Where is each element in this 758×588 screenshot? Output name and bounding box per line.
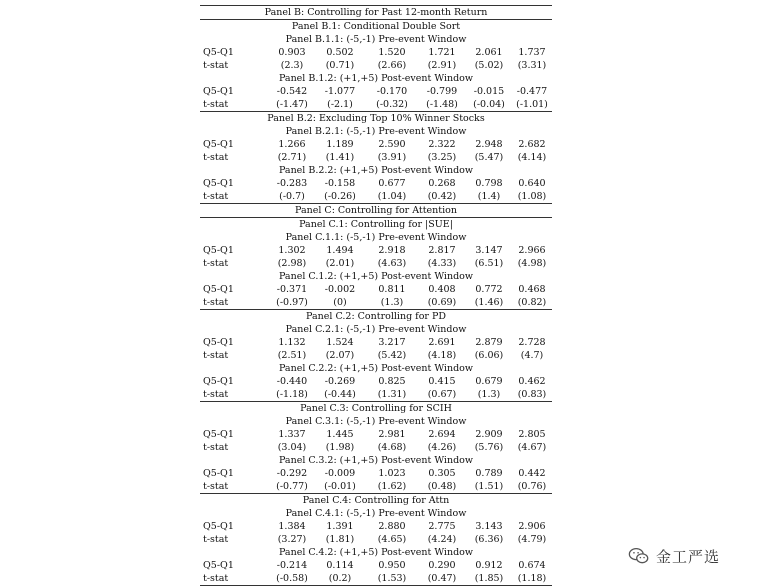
table-cell: 0.640 <box>518 178 546 189</box>
table-cell: (1.85) <box>474 573 504 584</box>
table-cell: 1.384 <box>278 521 306 532</box>
panel-title: Panel C.2.1: (-5,-1) Pre-event Window <box>285 324 467 335</box>
table-cell: 0.114 <box>326 560 354 571</box>
table-cell: -0.542 <box>276 86 308 97</box>
table-cell: (4.26) <box>427 442 457 453</box>
table-cell: 1.494 <box>326 245 354 256</box>
panel-title: Panel C.4.1: (-5,-1) Pre-event Window <box>285 508 467 519</box>
table-cell: (1.81) <box>325 534 355 545</box>
table-cell: 0.789 <box>475 468 503 479</box>
table-cell: (5.47) <box>474 152 504 163</box>
table-cell: 2.966 <box>518 245 546 256</box>
table-cell: (0.83) <box>517 389 547 400</box>
table-cell: 2.879 <box>475 337 503 348</box>
panel-title: Panel B.2.1: (-5,-1) Pre-event Window <box>285 126 467 137</box>
row-label: Q5-Q1 <box>203 429 234 440</box>
table-cell: (-0.32) <box>376 99 408 110</box>
row-label: t-stat <box>203 350 229 361</box>
table-cell: (3.25) <box>427 152 457 163</box>
panel-title: Panel B: Controlling for Past 12-month Return <box>264 7 488 18</box>
table-cell: (4.68) <box>377 442 407 453</box>
table-cell: 3.217 <box>378 337 406 348</box>
panel-title: Panel C.3: Controlling for SCIH <box>300 403 452 414</box>
panel-title: Panel C.2.2: (+1,+5) Post-event Window <box>278 363 474 374</box>
table-row <box>200 138 552 151</box>
table-cell: (0.71) <box>325 60 355 71</box>
table-cell: 0.415 <box>428 376 456 387</box>
table-cell: 2.682 <box>518 139 546 150</box>
row-label: t-stat <box>203 573 229 584</box>
row-label: t-stat <box>203 389 229 400</box>
table-cell: (1.3) <box>380 297 404 308</box>
table-cell: -0.283 <box>276 178 308 189</box>
table-cell: 2.322 <box>428 139 456 150</box>
table-cell: 2.691 <box>428 337 456 348</box>
table-cell: (1.46) <box>474 297 504 308</box>
table-cell: (-0.26) <box>324 191 356 202</box>
table-cell: (-0.58) <box>276 573 308 584</box>
table-row <box>200 257 552 270</box>
table-cell: (0.76) <box>517 481 547 492</box>
table-cell: 1.189 <box>326 139 354 150</box>
panel-title: Panel C.4: Controlling for Attn <box>302 495 450 506</box>
table-cell: (1.18) <box>517 573 547 584</box>
row-label: t-stat <box>203 152 229 163</box>
panel-title: Panel C: Controlling for Attention <box>295 205 457 216</box>
table-cell: (4.7) <box>520 350 544 361</box>
table-cell: 2.728 <box>518 337 546 348</box>
table-cell: 3.143 <box>475 521 503 532</box>
table-cell: 2.805 <box>518 429 546 440</box>
table-cell: (3.27) <box>277 534 307 545</box>
table-cell: (2.71) <box>277 152 307 163</box>
table-cell: 2.694 <box>428 429 456 440</box>
table-cell: 1.721 <box>428 47 456 58</box>
table-row <box>200 428 552 441</box>
table-cell: (2.51) <box>277 350 307 361</box>
table-cell: (-2.1) <box>327 99 353 110</box>
table-cell: 0.305 <box>428 468 456 479</box>
row-label: Q5-Q1 <box>203 178 234 189</box>
table-cell: (-1.47) <box>276 99 308 110</box>
row-label: Q5-Q1 <box>203 468 234 479</box>
table-cell: (1.3) <box>477 389 501 400</box>
table-row <box>200 520 552 533</box>
table-cell: (0.67) <box>427 389 457 400</box>
table-cell: (1.08) <box>517 191 547 202</box>
table-cell: 1.266 <box>278 139 306 150</box>
table-row <box>200 190 552 203</box>
panel-title: Panel B.2.2: (+1,+5) Post-event Window <box>278 165 474 176</box>
table-cell: (5.02) <box>474 60 504 71</box>
table-row <box>200 559 552 572</box>
table-row <box>200 296 552 309</box>
table-row <box>200 59 552 72</box>
table-rule <box>200 585 552 586</box>
table-cell: -0.002 <box>324 284 356 295</box>
table-cell: (6.51) <box>474 258 504 269</box>
table-cell: (0.2) <box>328 573 352 584</box>
row-label: Q5-Q1 <box>203 139 234 150</box>
table-cell: -0.477 <box>516 86 548 97</box>
table-cell: 0.950 <box>378 560 406 571</box>
table-row <box>200 98 552 111</box>
table-cell: 2.918 <box>378 245 406 256</box>
table-row <box>200 349 552 362</box>
row-label: t-stat <box>203 297 229 308</box>
results-table <box>200 5 552 586</box>
table-cell: (3.31) <box>517 60 547 71</box>
table-cell: 0.290 <box>428 560 456 571</box>
panel-title: Panel C.3.2: (+1,+5) Post-event Window <box>278 455 474 466</box>
table-cell: (-0.97) <box>276 297 308 308</box>
table-cell: (2.66) <box>377 60 407 71</box>
row-label: Q5-Q1 <box>203 47 234 58</box>
row-label: Q5-Q1 <box>203 376 234 387</box>
table-cell: -0.371 <box>276 284 308 295</box>
table-cell: (-1.48) <box>426 99 458 110</box>
table-cell: (-0.01) <box>324 481 356 492</box>
table-cell: 1.337 <box>278 429 306 440</box>
panel-title: Panel C.2: Controlling for PD <box>306 311 446 322</box>
panel-title: Panel C.1: Controlling for |SUE| <box>299 219 453 230</box>
table-cell: 2.909 <box>475 429 503 440</box>
table-cell: 0.772 <box>475 284 503 295</box>
table-cell: 1.302 <box>278 245 306 256</box>
row-label: Q5-Q1 <box>203 284 234 295</box>
table-row <box>200 46 552 59</box>
row-label: t-stat <box>203 191 229 202</box>
table-row <box>200 151 552 164</box>
table-row <box>200 283 552 296</box>
table-row <box>200 177 552 190</box>
table-cell: (1.31) <box>377 389 407 400</box>
table-cell: 0.825 <box>378 376 406 387</box>
table-row <box>200 85 552 98</box>
table-cell: (4.14) <box>517 152 547 163</box>
table-cell: (4.63) <box>377 258 407 269</box>
table-cell: (1.41) <box>325 152 355 163</box>
table-row <box>200 480 552 493</box>
table-cell: (-0.04) <box>473 99 505 110</box>
table-cell: 1.132 <box>278 337 306 348</box>
table-cell: (1.4) <box>477 191 501 202</box>
panel-title: Panel B.2: Excluding Top 10% Winner Stocks <box>267 113 485 124</box>
row-label: Q5-Q1 <box>203 86 234 97</box>
table-cell: -0.214 <box>276 560 308 571</box>
table-cell: (4.65) <box>377 534 407 545</box>
table-cell: 2.775 <box>428 521 456 532</box>
row-label: t-stat <box>203 60 229 71</box>
table-cell: (2.07) <box>325 350 355 361</box>
row-label: t-stat <box>203 258 229 269</box>
row-label: t-stat <box>203 534 229 545</box>
row-label: t-stat <box>203 99 229 110</box>
table-cell: 0.677 <box>378 178 406 189</box>
watermark-text: 金工严选 <box>656 547 721 566</box>
table-cell: 0.408 <box>428 284 456 295</box>
table-row <box>200 336 552 349</box>
table-cell: 2.948 <box>475 139 503 150</box>
table-cell: 0.468 <box>518 284 546 295</box>
table-cell: (1.53) <box>377 573 407 584</box>
table-cell: (1.04) <box>377 191 407 202</box>
table-cell: 0.811 <box>378 284 406 295</box>
table-cell: 1.520 <box>378 47 406 58</box>
table-cell: (4.79) <box>517 534 547 545</box>
table-cell: -0.015 <box>473 86 505 97</box>
table-cell: 0.679 <box>475 376 503 387</box>
table-cell: (4.18) <box>427 350 457 361</box>
row-label: Q5-Q1 <box>203 337 234 348</box>
table-cell: (-0.44) <box>324 389 356 400</box>
table-row <box>200 441 552 454</box>
table-cell: (6.36) <box>474 534 504 545</box>
table-cell: (-0.77) <box>276 481 308 492</box>
table-cell: (0.69) <box>427 297 457 308</box>
table-cell: (-1.01) <box>516 99 548 110</box>
panel-title: Panel B.1: Conditional Double Sort <box>291 21 461 32</box>
table-cell: (-1.18) <box>276 389 308 400</box>
table-cell: 1.737 <box>518 47 546 58</box>
table-cell: (3.91) <box>377 152 407 163</box>
row-label: Q5-Q1 <box>203 245 234 256</box>
table-cell: -0.009 <box>324 468 356 479</box>
wechat-icon <box>628 545 650 567</box>
table-cell: 0.798 <box>475 178 503 189</box>
table-cell: 2.906 <box>518 521 546 532</box>
table-cell: 1.445 <box>326 429 354 440</box>
table-cell: (0.82) <box>517 297 547 308</box>
table-cell: (-0.7) <box>279 191 305 202</box>
table-cell: 0.903 <box>278 47 306 58</box>
table-cell: -1.077 <box>324 86 356 97</box>
table-cell: (1.51) <box>474 481 504 492</box>
table-row <box>200 244 552 257</box>
table-cell: (1.98) <box>325 442 355 453</box>
table-cell: -0.158 <box>324 178 356 189</box>
table-cell: 0.462 <box>518 376 546 387</box>
table-cell: 1.524 <box>326 337 354 348</box>
table-cell: (2.98) <box>277 258 307 269</box>
row-label: Q5-Q1 <box>203 560 234 571</box>
panel-title: Panel C.1.2: (+1,+5) Post-event Window <box>278 271 474 282</box>
table-cell: -0.292 <box>276 468 308 479</box>
table-cell: (2.01) <box>325 258 355 269</box>
watermark <box>628 544 720 568</box>
table-row <box>200 572 552 585</box>
table-cell: 0.442 <box>518 468 546 479</box>
table-cell: (0.42) <box>427 191 457 202</box>
table-cell: (4.24) <box>427 534 457 545</box>
row-label: t-stat <box>203 442 229 453</box>
table-cell: 2.817 <box>428 245 456 256</box>
table-cell: (1.62) <box>377 481 407 492</box>
table-cell: 2.981 <box>378 429 406 440</box>
table-cell: (5.42) <box>377 350 407 361</box>
table-row <box>200 375 552 388</box>
table-cell: (4.67) <box>517 442 547 453</box>
table-cell: 0.912 <box>475 560 503 571</box>
table-row <box>200 467 552 480</box>
panel-title: Panel B.1.1: (-5,-1) Pre-event Window <box>285 34 467 45</box>
table-cell: (2.3) <box>280 60 304 71</box>
row-label: Q5-Q1 <box>203 521 234 532</box>
table-cell: (4.33) <box>427 258 457 269</box>
table-cell: (0.47) <box>427 573 457 584</box>
table-cell: -0.799 <box>426 86 458 97</box>
table-cell: 0.502 <box>326 47 354 58</box>
row-label: t-stat <box>203 481 229 492</box>
table-cell: (0) <box>333 297 347 308</box>
panel-title: Panel C.1.1: (-5,-1) Pre-event Window <box>285 232 467 243</box>
table-cell: (6.06) <box>474 350 504 361</box>
table-cell: 1.391 <box>326 521 354 532</box>
table-cell: 2.061 <box>475 47 503 58</box>
table-cell: 2.880 <box>378 521 406 532</box>
table-row <box>200 388 552 401</box>
panel-title: Panel C.4.2: (+1,+5) Post-event Window <box>278 547 474 558</box>
panel-title: Panel B.1.2: (+1,+5) Post-event Window <box>278 73 474 84</box>
panel-title: Panel C.3.1: (-5,-1) Pre-event Window <box>285 416 467 427</box>
table-cell: -0.440 <box>276 376 308 387</box>
table-cell: 0.268 <box>428 178 456 189</box>
table-cell: (0.48) <box>427 481 457 492</box>
table-cell: (4.98) <box>517 258 547 269</box>
table-cell: -0.170 <box>376 86 408 97</box>
table-cell: 1.023 <box>378 468 406 479</box>
table-cell: -0.269 <box>324 376 356 387</box>
table-cell: (5.76) <box>474 442 504 453</box>
table-cell: (3.04) <box>277 442 307 453</box>
table-cell: 3.147 <box>475 245 503 256</box>
table-cell: 2.590 <box>378 139 406 150</box>
table-cell: (2.91) <box>427 60 457 71</box>
table-row <box>200 533 552 546</box>
table-cell: 0.674 <box>518 560 546 571</box>
